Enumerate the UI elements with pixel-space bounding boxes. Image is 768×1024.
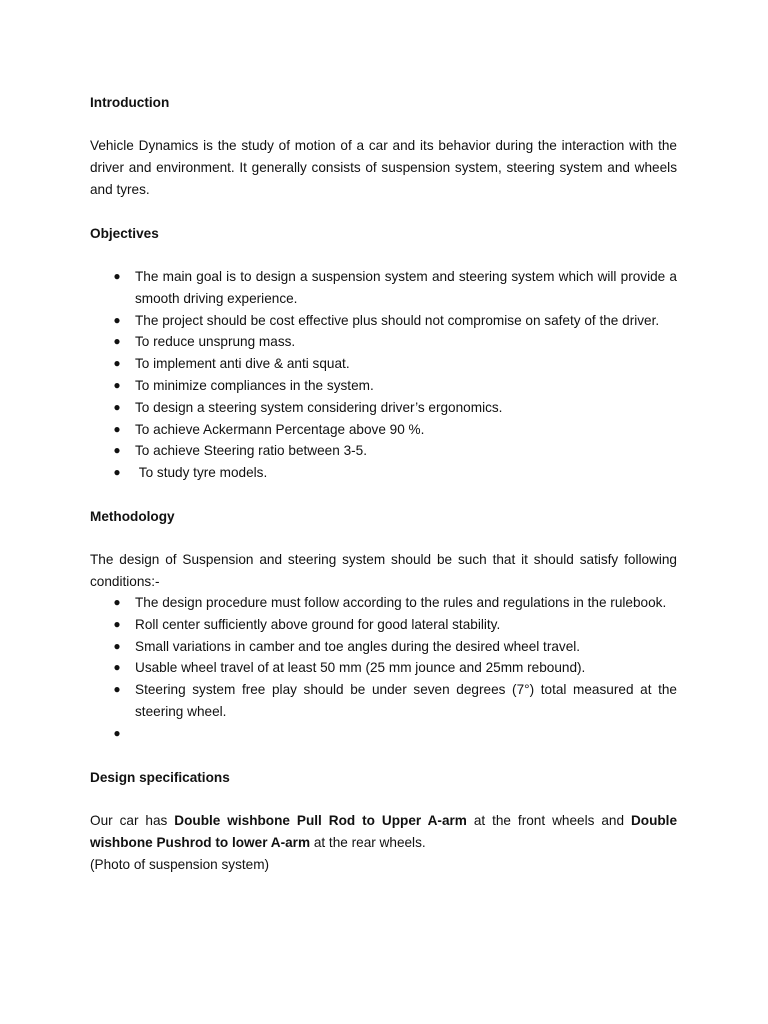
list-item: ● The design procedure must follow according to the rules and regulations in the rulebook. <box>90 592 677 614</box>
methodology-paragraph: The design of Suspension and steering system should be such that it should satisfy following conditions:- <box>90 552 677 589</box>
bullet-icon: ● <box>113 682 121 697</box>
design-specifications-paragraph: Our car has Double wishbone Pull Rod to Upper A-arm at the front wheels and Double wishbone Pushrod to lower A-arm at the rear wheels. <box>90 813 678 850</box>
bullet-icon: ● <box>113 377 121 392</box>
photo-placeholder-note: (Photo of suspension system) <box>90 857 270 872</box>
objectives-heading: Objectives <box>90 226 159 241</box>
front-suspension-type: Double wishbone Pull Rod to Upper A-arm <box>174 813 467 828</box>
list-item: ● To minimize compliances in the system. <box>90 375 677 397</box>
bullet-icon: ● <box>113 638 121 653</box>
list-item: ● Steering system free play should be under seven degrees (7°) total measured at the steering wheel. <box>90 679 677 723</box>
bullet-icon: ● <box>113 269 121 283</box>
list-item: ● To design a steering system considering driver’s ergonomics. <box>90 397 677 419</box>
bullet-icon: ● <box>113 616 121 631</box>
list-item: ● To reduce unsprung mass. <box>90 331 677 353</box>
bullet-icon: ● <box>113 421 121 436</box>
list-item: ● Usable wheel travel of at least 50 mm (25 mm jounce and 25mm rebound). <box>90 657 677 679</box>
methodology-list <box>90 592 677 745</box>
bullet-icon: ● <box>113 660 121 675</box>
list-item: ● Small variations in camber and toe angles during the desired wheel travel. <box>90 636 677 658</box>
design-specifications-heading: Design specifications <box>90 770 230 785</box>
list-item: ● To study tyre models. <box>90 462 677 484</box>
bullet-icon: ● <box>113 595 121 609</box>
list-item: ● To achieve Ackermann Percentage above 90 %. <box>90 419 677 441</box>
bullet-icon: ● <box>113 334 121 349</box>
bullet-icon: ● <box>113 465 121 480</box>
bullet-icon: ● <box>113 399 121 414</box>
list-item: ● The project should be cost effective plus should not compromise on safety of the driver. <box>90 310 677 332</box>
bullet-icon: ● <box>113 356 121 371</box>
bullet-icon: ● <box>113 725 121 740</box>
list-item: ● Roll center sufficiently above ground for good lateral stability. <box>90 614 677 636</box>
introduction-paragraph: Vehicle Dynamics is the study of motion of a car and its behavior during the interaction with the driver and environment. It generally consists of suspension system, steering system and wheels and tyres. <box>90 138 677 197</box>
rear-suspension-type: Double wishbone Pushrod to lower A-arm <box>90 813 678 850</box>
introduction-heading: Introduction <box>90 95 170 110</box>
bullet-icon: ● <box>113 312 121 327</box>
list-item: ● To achieve Steering ratio between 3-5. <box>90 440 677 462</box>
objectives-list <box>90 266 677 484</box>
list-item: ● The main goal is to design a suspension system and steering system which will provide a smooth driving experience. <box>90 266 677 310</box>
list-item <box>90 723 677 745</box>
bullet-icon: ● <box>113 443 121 458</box>
list-item: ● To implement anti dive & anti squat. <box>90 353 677 375</box>
methodology-heading: Methodology <box>90 509 175 524</box>
